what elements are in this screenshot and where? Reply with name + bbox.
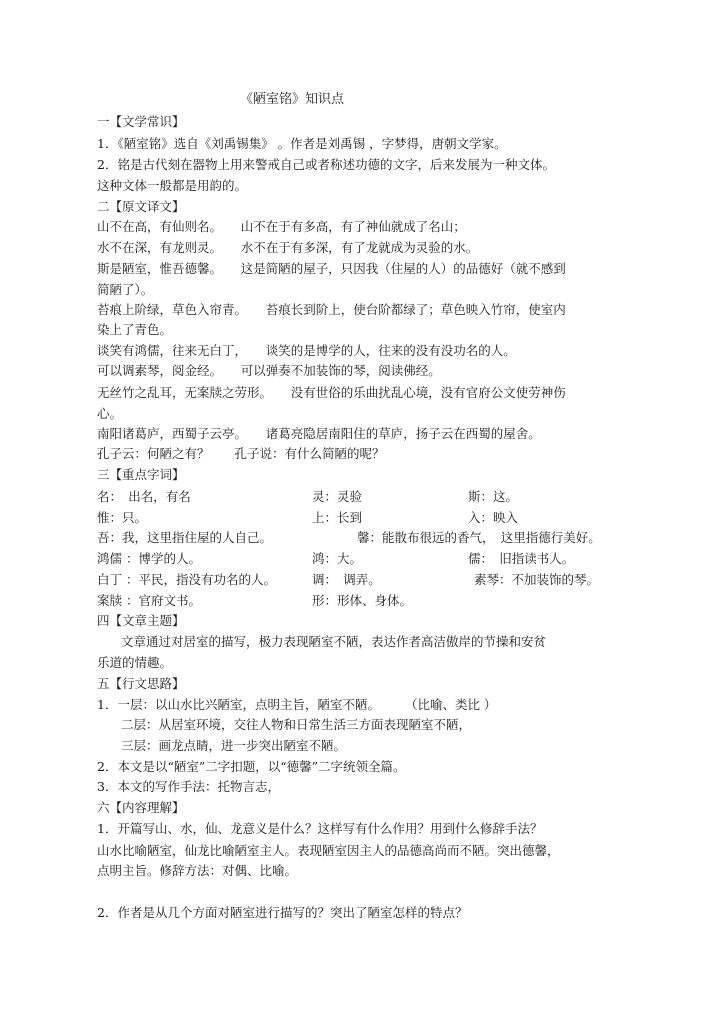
term-cell: 鸿：大。 — [312, 551, 363, 566]
text-line: 1．一层：以山水比兴陋室，点明主旨，陋室不陋。 （比喻、类比 ） — [97, 697, 497, 712]
text-line: 文章通过对居室的描写，极力表现陋室不陋，表达作者高洁傲岸的节操和安贫 — [121, 634, 547, 649]
text-line: 2．本文是以“陋室”二字扣题，以“德馨”二字统领全篇。 — [97, 759, 406, 774]
text-line: 1．《陋室铭》选自《刘禹锡集》 。作者是刘禹锡 ，字梦得，唐朝文学家。 — [97, 136, 507, 151]
term-cell: 入：映入 — [468, 510, 519, 525]
text-line: 2．铭是古代刻在器物上用来警戒自己或者称述功德的文字，后来发展为一种文体。 — [97, 157, 555, 172]
text-line: 苔痕上阶绿，草色入帘青。 苔痕长到阶上，使台阶都绿了；草色映入竹帘，使室内 — [97, 302, 566, 317]
section-heading: 二【原文译文】 — [97, 199, 185, 214]
term-cell: 素琴：不加装饰的琴。 — [474, 572, 600, 587]
text-line: 水不在深，有龙则灵。 水不在于有多深，有了龙就成为灵验的水。 — [97, 240, 479, 255]
term-cell: 惟：只。 — [97, 510, 148, 525]
term-cell: 灵：灵验 — [312, 489, 363, 504]
answer-text: 山水比喻陋室，仙龙比喻陋室主人。表现陋室因主人的品德高尚而不陋。突出德馨， — [97, 843, 560, 858]
text-line: 3．本文的写作手法：托物言志， — [97, 779, 280, 794]
term-cell: 名： 出名，有名 — [97, 489, 191, 504]
section-heading: 六【内容理解】 — [97, 800, 185, 815]
term-cell: 斯：这。 — [468, 489, 519, 504]
question-text: 2．作者是从几个方面对陋室进行描写的？突出了陋室怎样的特点？ — [97, 905, 468, 920]
answer-text: 点明主旨。修辞方法：对偶、比喻。 — [97, 863, 298, 878]
text-line: 谈笑有鸿儒，往来无白丁， 谈笑的是博学的人，往来的没有没功名的人。 — [97, 343, 516, 358]
term-cell: 鸿儒 ：博学的人。 — [97, 551, 201, 566]
text-line: 斯是陋室，惟吾德馨。 这是简陋的屋子，只因我（住屋的人）的品德好（就不感到 — [97, 261, 566, 276]
term-cell: 形：形体、身体。 — [312, 593, 413, 608]
text-line: 无丝竹之乱耳，无案牍之劳形。 没有世俗的乐曲扰乱心境，没有官府公文使劳神伤 — [97, 385, 566, 400]
text-line: 二层：从居室环境，交往人物和日常生活三方面表现陋室不陋， — [121, 717, 472, 732]
text-line: 山不在高，有仙则名。 山不在于有多高，有了神仙就成了名山； — [97, 219, 466, 234]
text-line: 可以调素琴，阅金经。 可以弹奏不加装饰的琴，阅读佛经。 — [97, 363, 441, 378]
term-cell: 白丁 ：平民，指没有功名的人。 — [97, 572, 276, 587]
term-cell: 调： 调弄。 — [312, 572, 381, 587]
document-title: 《陋室铭》知识点 — [240, 92, 345, 107]
section-heading: 一【文学常识】 — [97, 114, 185, 129]
term-cell: 案牍 ：官府文书。 — [97, 593, 201, 608]
term-cell: 吾：我，这里指住屋的人自己。 — [97, 530, 273, 545]
section-heading: 三【重点字词】 — [97, 467, 185, 482]
text-line: 这种文体一般都是用韵的。 — [97, 178, 248, 193]
text-line: 心。 — [97, 406, 123, 421]
text-line: 孔子云：何陋之有？ 孔子说：有什么简陋的呢？ — [97, 446, 385, 461]
term-cell: 馨：能散布很远的香气， 这里指德行美好。 — [357, 530, 601, 545]
term-cell: 儒： 旧指读书人。 — [468, 551, 575, 566]
section-heading: 四【文章主题】 — [97, 613, 185, 628]
text-line: 乐道的情趣。 — [97, 655, 173, 670]
question-text: 1．开篇写山、水，仙、龙意义是什么？这样写有什么作用？用到什么修辞手法？ — [97, 821, 543, 836]
text-line: 三层：画龙点睛，进一步突出陋室不陋。 — [121, 738, 347, 753]
section-heading: 五【行文思路】 — [97, 676, 185, 691]
text-line: 南阳诸葛庐，西蜀子云亭。 诸葛亮隐居南阳住的草庐，扬子云在西蜀的屋舍。 — [97, 426, 541, 441]
term-cell: 上：长到 — [312, 510, 363, 525]
text-line: 染上了青色。 — [97, 322, 173, 337]
text-line: 简陋了）。 — [97, 282, 154, 297]
